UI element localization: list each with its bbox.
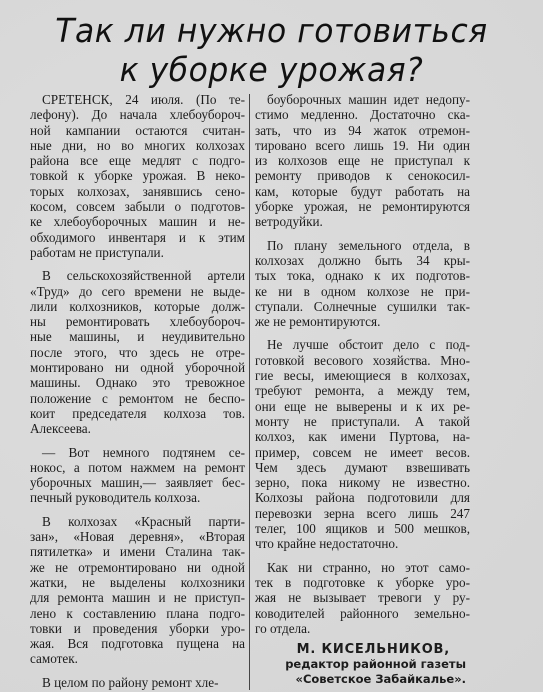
article-line: товкой к уборке урожая. В неко- [30,168,245,184]
article-line: положение с ремонтом не беспо- [30,390,245,406]
signature-role: редактор районной газеты [285,657,466,672]
article-line: стимо медленно. Достаточно ска- [255,107,470,123]
article-line: В целом по району ремонт хле- [42,674,219,690]
article-line: колхозах должно быть 34 кры- [255,252,470,268]
article-line: работам не приступали. [30,244,164,260]
article-column-right [255,92,470,687]
article-column-left [30,92,245,690]
article-line: По плану земельного отдела, в [267,237,470,253]
article-line: монту не приступали. А такой [255,413,470,429]
article-line: зать, что из 94 жаток отремон- [255,122,470,138]
article-line: товки и проведения уборки уро- [30,620,245,636]
article-line: требуют ремонта, а между тем, [255,383,470,399]
article-line: ветродуйки. [255,214,323,230]
paragraph-gap [30,506,245,514]
article-line: ководителей районного земельно- [255,605,470,621]
article-line: машины. Однако это тревожное [30,375,245,391]
article-line: жая не вызывает тревоги у ру- [255,590,470,606]
article-line: СРЕТЕНСК, 24 июля. (По те- [42,92,245,107]
article-line: самотек. [30,651,78,667]
paragraph-gap [30,260,245,268]
article-line: же не ремонтируются. [255,314,381,330]
article-line: тек в подготовке к уборке уро- [255,574,470,590]
article-line: колхоз, как имени Пуртова, на- [255,429,470,445]
article-line: пример, совсем не имеет весов. [255,444,470,460]
article-line: ступали. Солнечные сушилки так- [255,298,470,314]
article-line: — Вот немного подтянем се- [42,444,245,460]
article-line: В сельскохозяйственной артели [42,268,245,284]
paragraph-gap [30,437,245,445]
article-line: гие весы, имеющиеся в колхозах, [255,368,470,384]
signature-name: М. КИСЕЛЬНИКОВ, [296,642,450,658]
article-line: коит председателя колхоза тов. [30,405,245,421]
article-line: что крайне недостаточно. [255,536,399,552]
article-line: ке хлебоуборочных машин и не- [30,214,245,230]
signature-newspaper: «Советское Забайкалье». [295,672,466,687]
headline-line-2: к уборке урожая? [119,50,424,89]
article-line: лено к составлению плана подго- [30,605,245,621]
article-line: они еще не выверены и к их ре- [255,398,470,414]
article-line: Как ни странно, но этот само- [267,559,470,575]
article-line: косом, совсем забыли о подготов- [30,199,245,215]
article-line: нокос, а потом нажмем на ремонт [30,459,245,475]
article-line: района все еще медлят с подго- [30,153,245,169]
article-line: готовкой весового хозяйства. Мно- [255,352,470,368]
article-line: Алексеева. [30,421,91,437]
article-line: жая. Вся подготовка пущена на [30,636,245,652]
article-line: го отдела. [255,620,311,636]
article-line: уборке урожая, не ремонтируются [255,199,470,215]
article-line: из колхозов еще не приступал к [255,153,470,169]
article-line: ной кампании остаются считан- [30,122,245,138]
article-line: монтировано ни одной уборочной [30,360,245,376]
article-line: ны ремонтировать хлебоубороч- [30,314,245,330]
article-line: Не лучше обстоит дело с под- [267,337,470,353]
article-line: для ремонта машин и не приступ- [30,590,245,606]
article-line: Чем здесь думают взвешивать [255,459,470,475]
article-line: уборочных машин,— заявляет бес- [30,475,245,491]
article-line: В колхозах «Красный парти- [42,513,245,529]
article-line: печный руководитель колхоза. [30,490,201,506]
article-line: тых тока, однако к их подготов- [255,268,470,284]
paragraph-gap [255,329,470,337]
article-line: Колхозы района подготовили для [255,490,470,506]
article-line: пятилетка» и имени Сталина так- [30,544,245,560]
headline-line-1: Так ли нужно готовиться [55,11,488,50]
article-line: ремонту приводов к сенокосил- [255,168,470,184]
article-line: ке ни в одном колхозе не при- [255,283,470,299]
article-line: торых колхозах, занявшись сено- [30,183,245,199]
article-line: ные дни, но во многих колхозах [30,137,245,153]
article-line: лефону). До начала хлебоубороч- [30,107,245,123]
article-line: лили колхозников, которые долж- [30,298,245,314]
article-line: тировано всего лишь 19. Ни один [255,137,470,153]
article-line: же не отремонтировано ни одной [30,559,245,575]
paragraph-gap [255,230,470,238]
article-line: кам, которые будут работать на [255,183,470,199]
article-line: зан», «Новая деревня», «Вторая [30,529,245,545]
article-line: «Труд» до сего времени не выде- [30,283,245,299]
article-line: боуборочных машин идет недопу- [267,92,470,107]
article-line: телег, 100 ящиков и 500 мешков, [255,521,470,537]
article-line: ные машины, и неудивительно [30,329,245,345]
article-line: после этого, что здесь не отре- [30,344,245,360]
article-line: обходимого инвентаря и к этим [30,229,245,245]
paragraph-gap [30,667,245,675]
article-line: зерно, пока никому не известно. [255,475,470,491]
article-line: перевозки зерна всего лишь 247 [255,505,470,521]
paragraph-gap [255,552,470,560]
column-divider [249,94,250,690]
article-line: жатки, не выделены колхозники [30,574,245,590]
